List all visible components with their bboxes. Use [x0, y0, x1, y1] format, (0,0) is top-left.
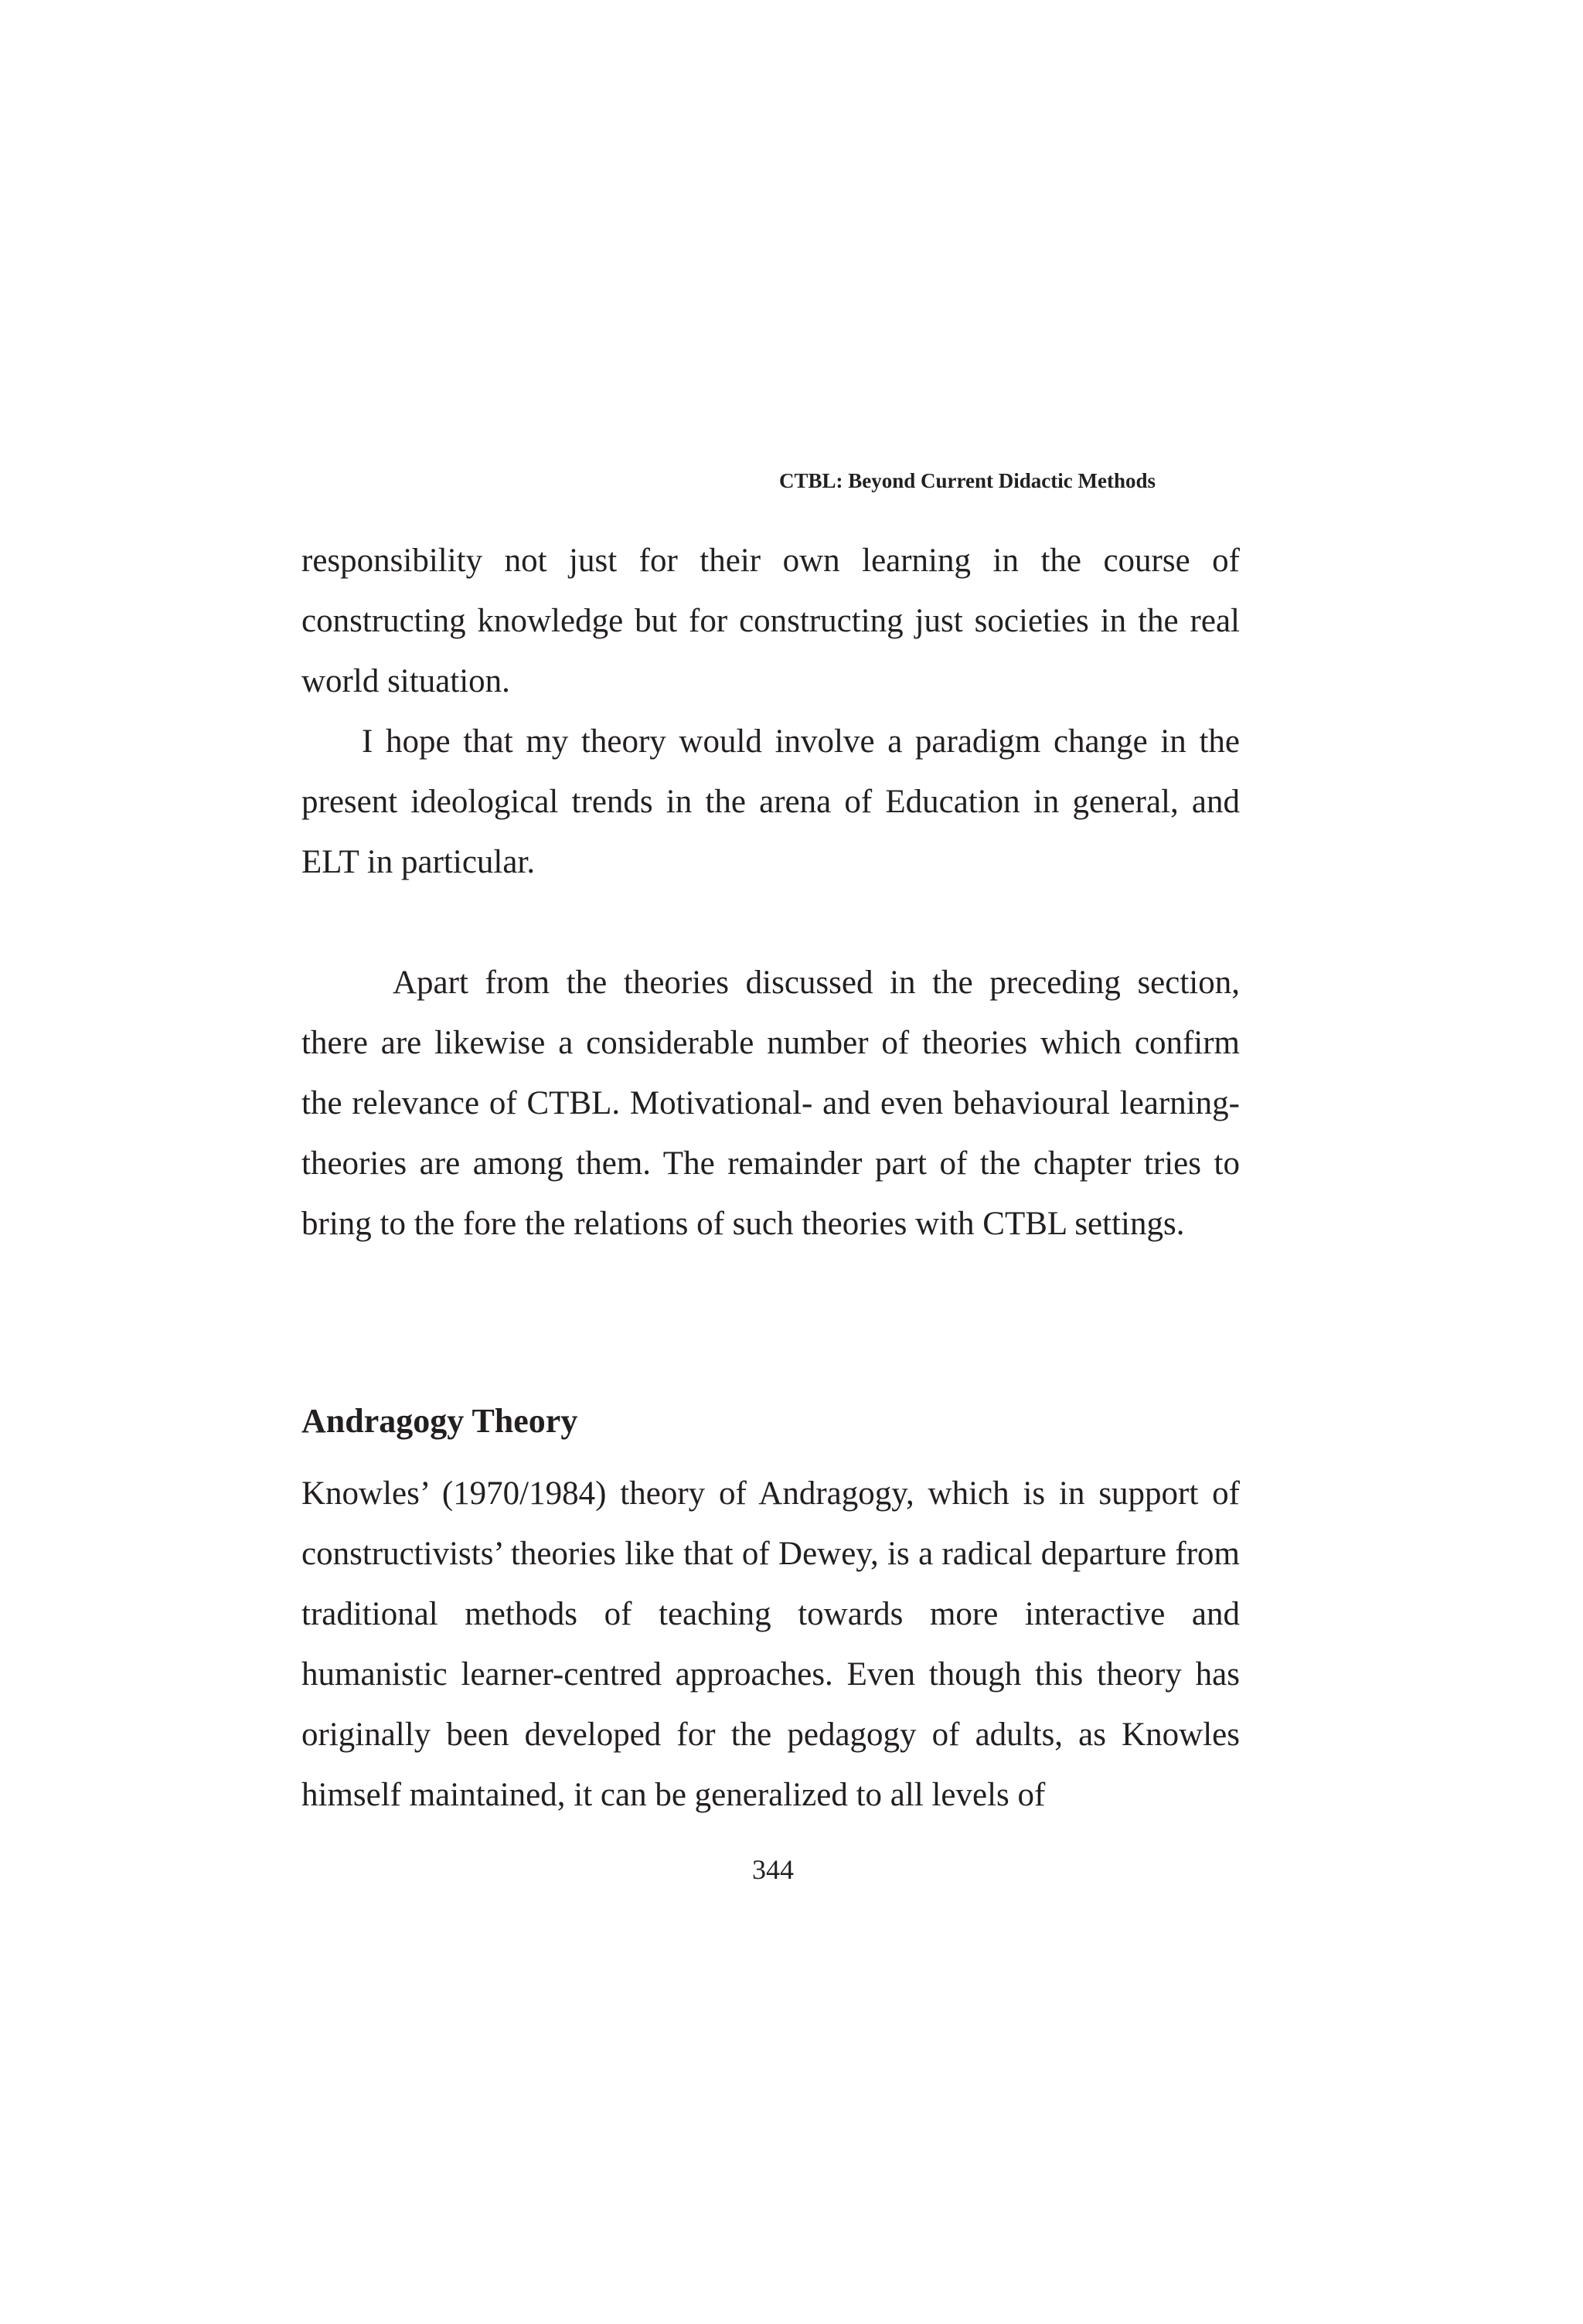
- paragraph-andragogy: Knowles’ (1970/1984) theory of Andragogy, which is in support of constructivists’ theories like that of Dewey, is a radical departure from traditional methods of teaching towards more interactive and humanistic learner-centred approaches. Even though this theory has originally been developed for the pedagogy of adults, as Knowles himself maintained, it can be generalized to all levels of: [301, 1475, 1240, 1813]
- section-heading: Andragogy Theory: [301, 1402, 578, 1440]
- paragraph-other-theories: Apart from the theories discussed in the preceding section, there are likewise a considerable number of theories which confirm the relevance of CTBL. Motivational- and even behavioural learning- theories are among them. The remainder part of the chapter tries to bring to the fore the relations of such theories with CTBL settings.: [301, 965, 1240, 1242]
- running-header: CTBL: Beyond Current Didactic Methods: [779, 469, 1156, 492]
- paragraph-hope: I hope that my theory would involve a paradigm change in the present ideological trends in the arena of Education in general, and ELT in particular.: [301, 723, 1240, 880]
- paragraph-continuation: responsibility not just for their own learning in the course of constructing knowledge but for constructing just societies in the real world situation.: [301, 543, 1240, 699]
- page-number: 344: [752, 1854, 794, 1885]
